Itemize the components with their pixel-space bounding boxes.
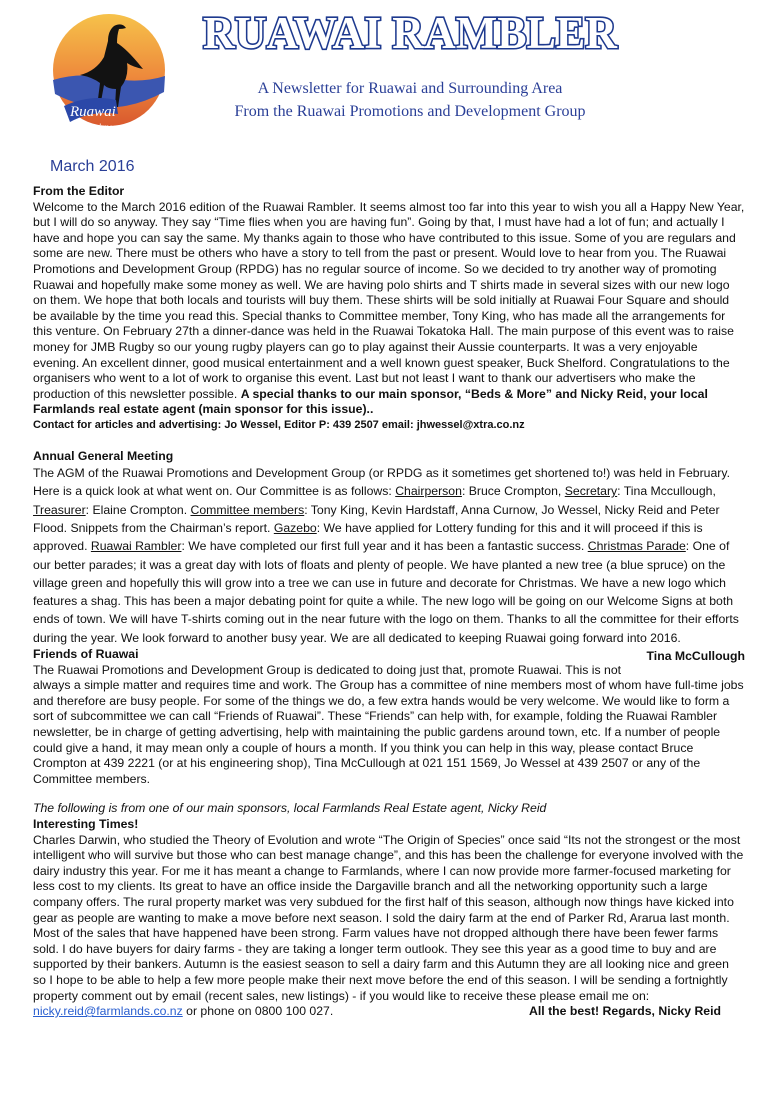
agm-signature: Tina McCullough — [646, 649, 745, 664]
agm-heading: Annual General Meeting — [33, 448, 174, 463]
sponsor-heading: Interesting Times! — [33, 817, 139, 831]
issue-date: March 2016 — [50, 158, 135, 175]
sponsor-intro: The following is from one of our main sponsors, local Farmlands Real Estate agent, Nicky Reid — [33, 801, 547, 816]
masthead-title-text: RUAWAI RAMBLER — [203, 8, 618, 58]
masthead-subtitle — [190, 77, 630, 123]
sponsor-body: Charles Darwin, who studied the Theory of Evolution and wrote “The Origin of Species” once said “Its not the strongest or the most intelligent who will survive but those who can best manage change”, and this has been the challenge for everyone involved with the dairy industry this year. For me it has meant a change to Farmlands, where I can now provide more farmer-focused marketing for less cost to my clients. Its great to have an office inside the Dargaville branch and all the networking opportunity such a large company offers. The rural property market was very subdued for the first half of this season, although now things have kicked into gear as people are wanting to make a move before next season. I sold the dairy farm at the end of Parker Rd, Ararua last month. Most of the sales that have happened have been strong. Farm values have not dropped although there have been fewer farms sold. I do have buyers for dairy farms - they are taking a longer term outlook. They see this year as a good time to buy and are supported by their bankers. Autumn is the easiest season to sell a dairy farm and this Autumn they are all looking nice and green so I hope to be able to help a few more people make their next move before the end of this season. I will be sending a fortnightly property comment out by email (recent sales, new listings) - if you would like to receive these please email me on: — [33, 832, 744, 1003]
ruawai-logo — [50, 10, 168, 138]
agm-intro: The AGM of the Ruawai Promotions and Development Group (or RPDG as it sometimes get shortened to!) was held in February. Here is a quick look at what went on. Our Committee is as follows: — [33, 466, 730, 499]
agm-parade-label: Christmas Parade — [587, 539, 686, 554]
agm-rambler-value: : We have completed our first full year and it has been a fantastic success. — [181, 539, 588, 554]
editor-body — [33, 200, 745, 418]
sponsor-signoff: All the best! Regards, Nicky Reid — [529, 1004, 721, 1019]
subtitle-line-1: A Newsletter for Ruawai and Surrounding Area — [257, 80, 563, 97]
friends-body: The Ruawai Promotions and Development Group is dedicated to doing just that, promote Ruawai. This is not always a simple matter and requires time and work. The Group has a committee of nine members most of whom have full-time jobs and therefore are busy people. For some of the things we do, a few extra hands would be very welcome. We would like to form a sort of subcommittee we can call “Friends of Ruawai”. These “Friends” can help with, for example, folding the Ruawai Rambler newsletter, be in charge of getting advertising, help with maintaining the public gardens around town, etc. If a number of people could give a hand, it may mean only a couple of hours a month. If you think you can help in this way, please contact Bruce Crompton at 439 2221 (or at his engineering shop), Tina McCullough at 021 151 1569, Jo Wessel at 439 2507 or any of the Committee members. — [33, 662, 744, 786]
agm-rambler-label: Ruawai Rambler — [90, 539, 182, 554]
masthead-title — [195, 4, 625, 66]
editor-text: Welcome to the March 2016 edition of the Ruawai Rambler. It seems almost too far into this year to wish you all a Happy New Year, but I will do so anyway. They say “Time flies when you are having fun”. Going by that, I must have had a lot of fun; and actually I have and hope you can say the same. My thanks again to those who have contributed to this issue. Some of you are regulars and some are new. There must be others who have a story to tell from the past or present. Would love to hear from you. The Ruawai Promotions and Development Group (RPDG) has no regular source of income. So we decided to try another way of promoting Ruawai and hopefully make some money as well. We are having polo shirts and T shirts made in several sizes with our new logo on them. We hope that both locals and tourists will buy them. These shirts will be sold initially at Ruawai Four Square and should be available by the time you read this. Special thanks to Committee member, Tony King, who has made all the arrangements for this venture. On February 27th a dinner-dance was held in the Ruawai Tokatoka Hall. The main purpose of this event was to raise money for JMB Rugby so our young rugby players can go to play against their Aussie counterparts. It was a very enjoyable evening. An excellent dinner, good musical entertainment and a well known guest speaker, Buck Shelford. Congratulations to the organisers who went to a lot of work to organise this event. Last but not least I want to thank our advertisers who make the production of this newsletter possible. — [33, 199, 745, 401]
sponsor-phone: or phone on 0800 100 027. — [182, 1004, 334, 1019]
subtitle-line-2: From the Ruawai Promotions and Development Group — [234, 103, 586, 120]
agm-secretary-value: : Tina Mccullough, — [617, 484, 716, 499]
logo-text-ruawai: Ruawai — [70, 104, 116, 120]
agm-chair-value: : Bruce Crompton, — [461, 484, 565, 499]
agm-chair-label: Chairperson — [395, 484, 462, 499]
agm-secretary-label: Secretary — [564, 484, 618, 499]
sponsor-contact-line — [33, 1004, 745, 1020]
agm-gazebo-value: : We have applied for Lottery funding for this and it will proceed if this is approved. — [33, 520, 703, 554]
editor-contact: Contact for articles and advertising: Jo Wessel, Editor P: 439 2507 email: jhwessel@xtra.co.nz — [33, 418, 525, 431]
editor-heading: From the Editor — [33, 184, 125, 198]
agm-parade-value: : One of our better parades; it was a great day with lots of floats and plenty of people. We have planted a new tree (a blue spruce) on the village green and hopefully this will grow into a tree we can use in future and decorate for Christmas. We have a new logo which features a shag. This has been a major debating point for quite a while. The new logo will be going on our Welcome Signs at both ends of town. We will have T-shirts coming out in the near future with the logo on them. Thanks to all the committee for their efforts during the year. We look forward to another busy year. We are all dedicated to keeping Ruawai going forward into 2016. — [33, 539, 739, 645]
editor-thanks: A special thanks to our main sponsor, “Beds & More” and Nicky Reid, your local Farmlands real estate agent (main sponsor for this issue).. — [33, 386, 708, 417]
agm-treasurer-value: : Elaine Crompton. — [85, 502, 191, 517]
agm-committee-value: : Tony King, Kevin Hardstaff, Anna Curnow, Jo Wessel, Nicky Reid and Peter Flood. Snippets from the Chairman’s report. — [33, 502, 720, 535]
friends-heading: Friends of Ruawai — [33, 647, 139, 662]
sponsor-email-link[interactable]: nicky.reid@farmlands.co.nz — [33, 1004, 183, 1019]
agm-gazebo-label: Gazebo — [273, 520, 317, 535]
newsletter-content — [33, 184, 745, 1020]
agm-committee-label: Committee members — [190, 502, 305, 517]
logo-text-wairua: wairua — [84, 120, 119, 134]
agm-treasurer-label: Treasurer — [33, 502, 86, 517]
